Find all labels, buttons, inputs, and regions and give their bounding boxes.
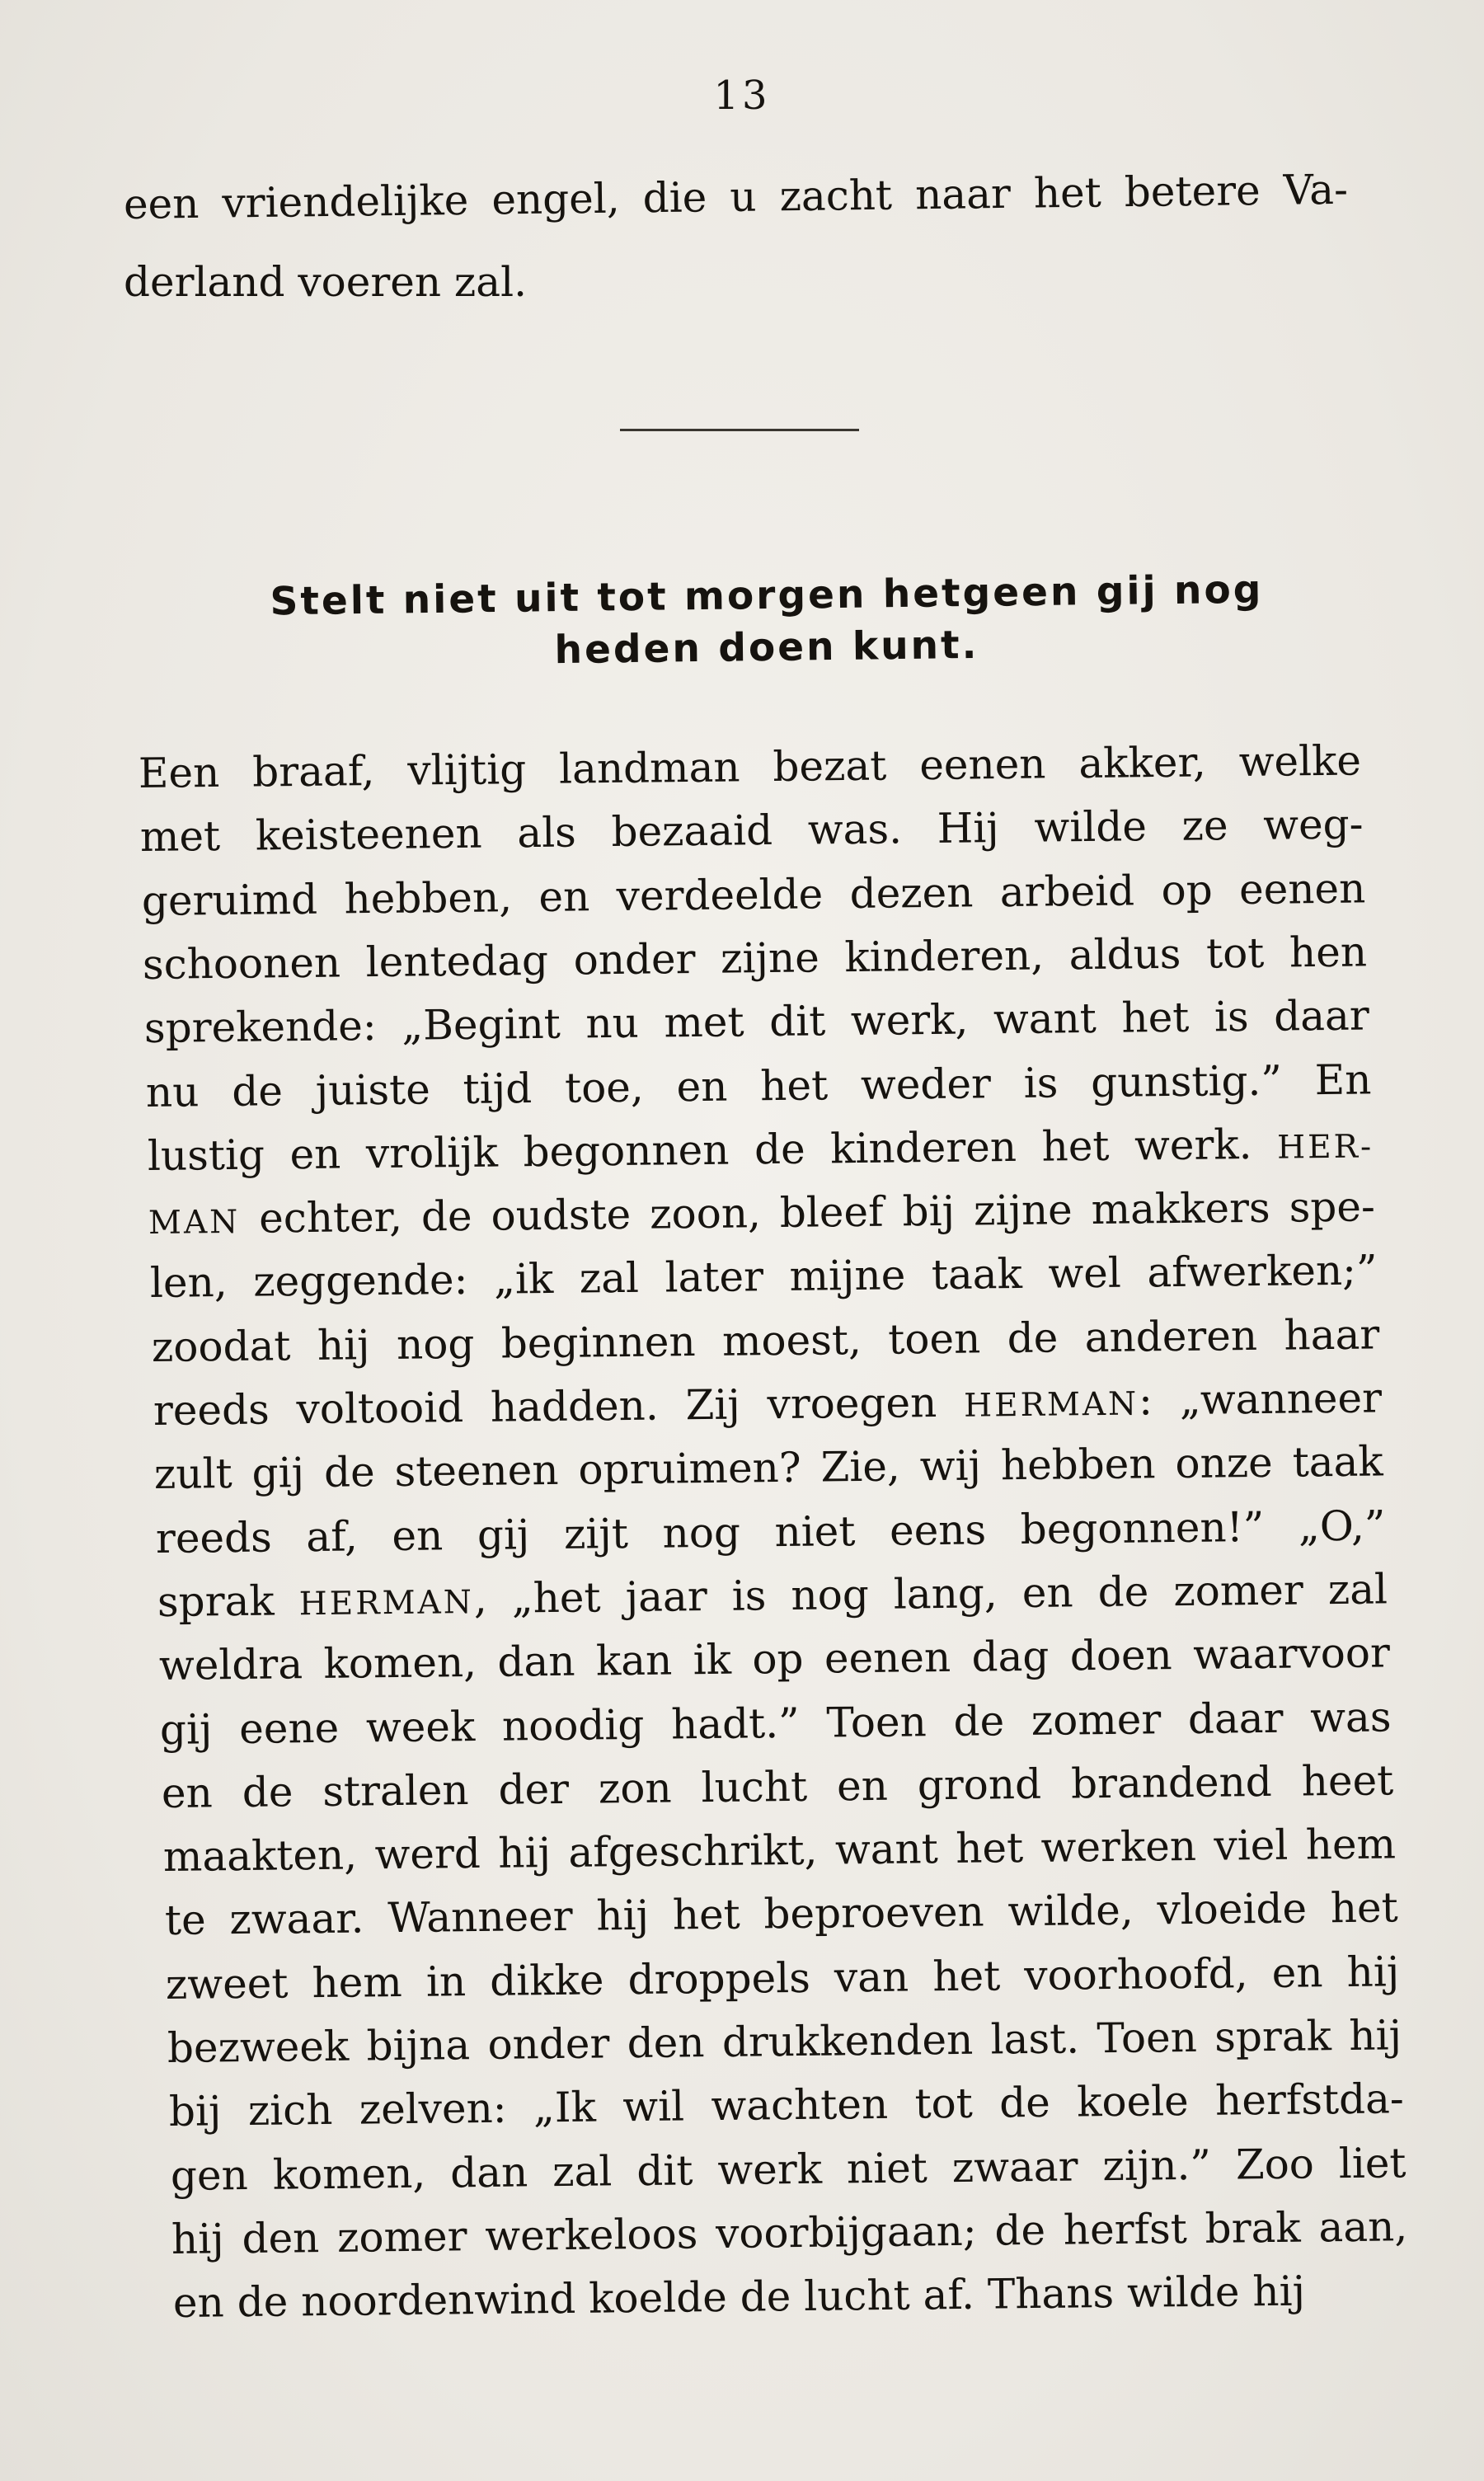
body-line: lustig en vrolijk begonnen de kinderen het werk. HER- — [147, 1120, 1374, 1180]
body-line: schoonen lentedag onder zijne kinderen, aldus tot hen — [142, 928, 1368, 989]
intro-line-2: derland voeren zal. — [124, 258, 527, 306]
body-line: zoodat hij nog beginnen moest, toen de anderen haar — [151, 1310, 1380, 1371]
body-line: zweet hem in dikke droppels van het voorhoofd, en hij — [165, 1948, 1400, 2009]
intro-line-1: een vriendelijke engel, die u zacht naar het betere Va- — [123, 165, 1349, 228]
body-line: te zwaar. Wanneer hij het beproeven wilde, vloeide het — [164, 1883, 1398, 1945]
section-divider — [620, 429, 859, 431]
body-line: en de noordenwind koelde de lucht af. Thans wilde hij — [172, 2267, 1306, 2328]
story-title-line-1: Stelt niet uit tot morgen hetgeen gij nog — [270, 566, 1264, 625]
body-line: bij zich zelven: „Ik wil wachten tot de koele herfstda- — [168, 2075, 1404, 2136]
body-line: bezweek bijna onder den drukkenden last. Toen sprak hij — [167, 2011, 1402, 2072]
body-line: gen komen, dan zal dit werk niet zwaar zijn.” Zoo liet — [170, 2138, 1407, 2200]
body-line: Een braaf, vlijtig landman bezat eenen akker, welke — [138, 736, 1362, 797]
body-line: geruimd hebben, en verdeelde dezen arbeid op eenen — [141, 864, 1366, 925]
body-line: zult gij de steenen opruimen? Zie, wij hebben onze taak — [153, 1437, 1384, 1499]
body-line: en de stralen der zon lucht en grond brandend heet — [161, 1756, 1394, 1817]
body-line: maakten, werd hij afgeschrikt, want het werken viel hem — [162, 1820, 1397, 1882]
body-line: gij eene week noodig hadt.” Toen de zomer daar was — [159, 1692, 1392, 1754]
body-line: nu de juiste tijd toe, en het weder is gunstig.” En — [145, 1055, 1372, 1116]
body-line: weldra komen, dan kan ik op eenen dag doen waarvoor — [158, 1628, 1390, 1690]
body-line: hij den zomer werkeloos voorbijgaan; de herfst brak aan, — [171, 2202, 1408, 2263]
page-number: 13 — [713, 73, 771, 119]
body-line: sprekende: „Begint nu met dit werk, want het is daar — [143, 991, 1370, 1053]
body-line: len, zeggende: „ik zal later mijne taak wel afwerken;” — [149, 1246, 1378, 1308]
story-title-line-2: heden doen kunt. — [554, 622, 979, 674]
body-line: MAN echter, de oudste zoon, bleef bij zijne makkers spe- — [148, 1182, 1376, 1243]
body-line: reeds voltooid hadden. Zij vroegen HERMAN: „wanneer — [153, 1374, 1382, 1435]
body-line: met keisteenen als bezaaid was. Hij wilde ze weg- — [139, 800, 1364, 862]
body-line: reeds af, en gij zijt nog niet eens begonnen!” „O,” — [155, 1501, 1386, 1562]
body-line: sprak HERMAN, „het jaar is nog lang, en de zomer zal — [157, 1565, 1388, 1626]
